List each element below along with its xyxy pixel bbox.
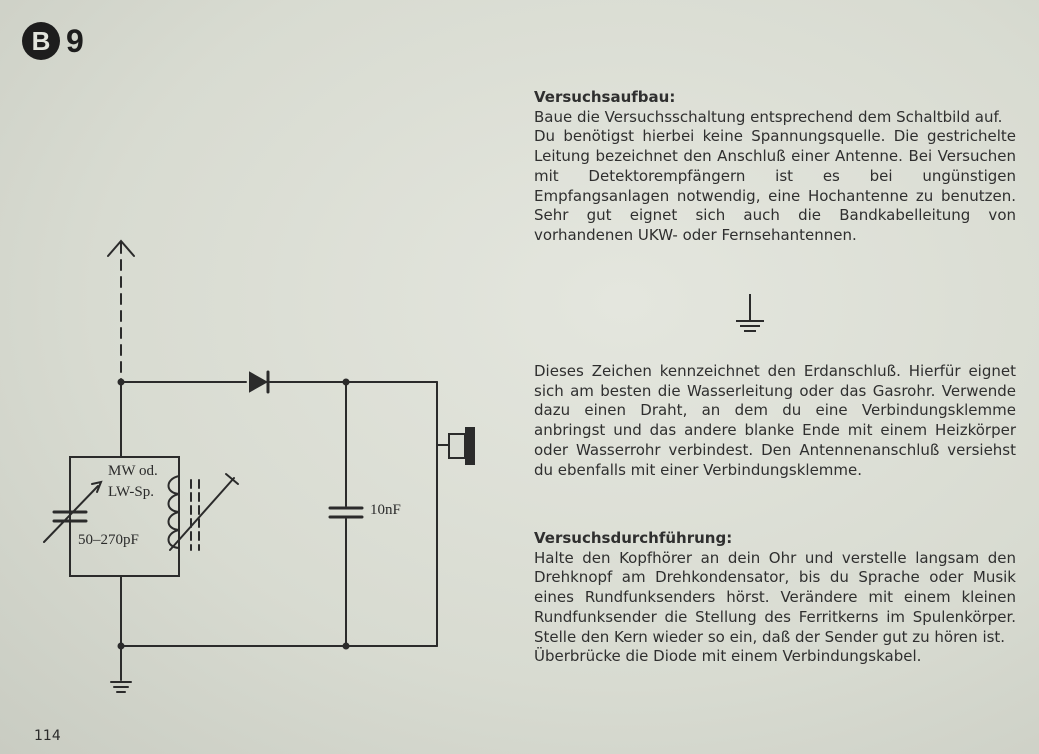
ground-section [534, 362, 1016, 480]
procedure-heading: Versuchsdurchführung: [534, 529, 733, 547]
junction-dot [118, 643, 125, 650]
procedure-text-2: Überbrücke die Diode mit einem Verbindungskabel. [534, 647, 922, 666]
headphone-symbol [437, 428, 474, 464]
capacitor-10nf-symbol [330, 382, 362, 646]
diode-symbol [250, 372, 268, 392]
page-number: 114 [34, 728, 61, 744]
chapter-letter-badge: B [22, 22, 60, 60]
setup-heading: Versuchsaufbau: [534, 88, 676, 106]
procedure-text: Halte den Kopfhörer an dein Ohr und verstelle langsam den Drehknopf am Drehkondensator, bis du Sprache oder Musik eines Rundfunksenders hörst. Verändere mit einem kleinen Rundfunksender die Stellung des Ferritkerns im Spulenkörper. Stelle den Kern wieder so ein, daß der Sender gut zu hören ist. [534, 548, 1016, 646]
ground-text: Dieses Zeichen kennzeichnet den Erdanschluß. Hierfür eignet sich am besten die Wasserleitung oder das Gasrohr. Verwende dazu einen Draht, an dem du eine Verbindungsklemme anbringst und das andere blanke Ende mit einem Heizkörper oder Wasserrohr verbindest. Den Antennenanschluß versiehst du ebenfalls mit einer Verbindungsklemme. [534, 362, 1016, 479]
capacitor-value-label: 10nF [370, 502, 401, 518]
coil-label-line1: MW od. [108, 463, 158, 479]
setup-text-2: Du benötigst hierbei keine Spannungsquelle. Die gestrichelte Leitung bezeichnet den Anschluß einer Antenne. Bei Versuchen mit Detektorempfängern ist es bei ungünstigen Empfangsanlagen notwendig, eine Hochantenne zu benutzen. Sehr gut eignet sich auch die Bandkabelleitung von vorhandenen UKW- oder Fernsehantennen. [534, 127, 1016, 244]
junction-dot [343, 643, 350, 650]
setup-section [534, 88, 1016, 246]
antenna-symbol [108, 241, 134, 382]
coil-label-line2: LW-Sp. [108, 484, 154, 500]
junction-dot [118, 379, 125, 386]
variable-capacitor-label: 50–270pF [78, 532, 139, 548]
procedure-section [534, 529, 1016, 667]
chapter-number: 9 [66, 22, 84, 59]
ground-symbol [111, 682, 131, 692]
junction-dot [343, 379, 350, 386]
variable-capacitor-symbol [44, 457, 101, 576]
setup-text: Baue die Versuchsschaltung entsprechend dem Schaltbild auf. [534, 107, 1003, 126]
ground-sign-icon [733, 294, 767, 334]
